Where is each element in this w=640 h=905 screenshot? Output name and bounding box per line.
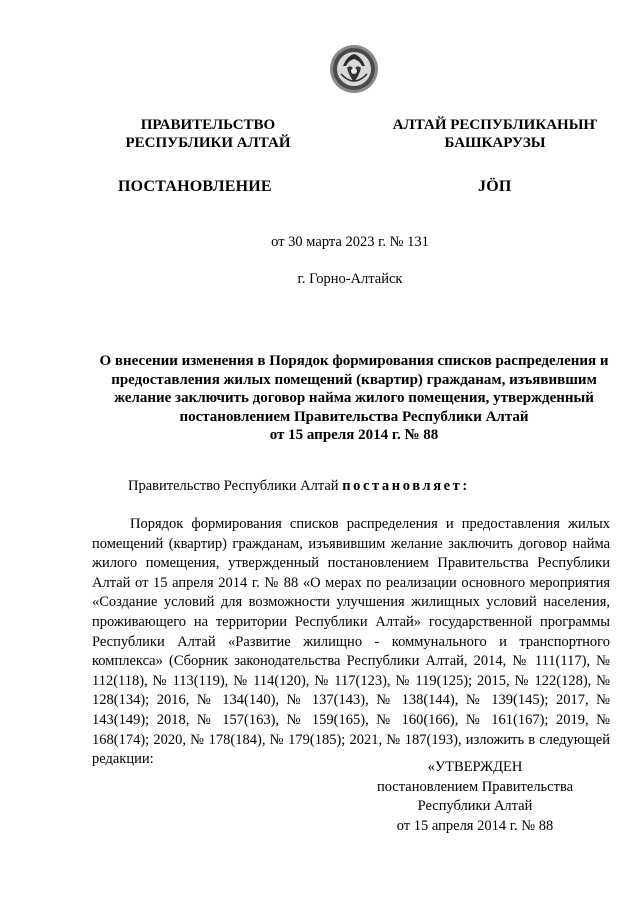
approval-block <box>350 758 600 836</box>
header-left-line1: ПРАВИТЕЛЬСТВО <box>140 117 276 133</box>
title-line: от 15 апреля 2014 г. № 88 <box>269 427 439 444</box>
decree-statement <box>128 478 470 495</box>
header-left <box>108 116 308 152</box>
header-right <box>375 116 615 152</box>
date-number-line: от 30 марта 2023 г. № 131 <box>271 234 429 250</box>
title-line: О внесении изменения в Порядок формирования списков распределения и <box>99 353 609 369</box>
approval-line: от 15 апреля 2014 г. № 88 <box>396 817 554 834</box>
decree-subject: Правительство Республики Алтай <box>128 478 343 494</box>
approval-line: постановлением Правительства <box>376 778 574 795</box>
title-line: предоставления жилых помещений (квартир) гражданам, изъявившим <box>111 371 597 388</box>
approval-line: «УТВЕРЖДЕН <box>427 759 523 775</box>
city-line: г. Горно-Алтайск <box>297 271 403 287</box>
header-left-line2: РЕСПУБЛИКИ АЛТАЙ <box>125 135 291 151</box>
decree-verb: постановляет: <box>342 478 470 494</box>
document-title <box>94 352 614 445</box>
coat-of-arms-icon <box>329 44 379 94</box>
approval-line: Республики Алтай <box>417 798 533 815</box>
title-line: желание заключить договор найма жилого помещения, утвержденный <box>114 390 594 407</box>
body-paragraph: Порядок формирования списков распределения и предоставления жилых помещений (квартир) гражданам, изъявившим желание заключить договор найма жилого помещения, утвержденный постановлением Правительства Республики Алтай от 15 апреля 2014 г. № 88 «О мерах по реализации основного мероприятия «Создание условий для возможности улучшения жилищных условий населения, проживающего на территории Республики Алтай» государственной программы Республики Алтай «Развитие жилищно - коммунального и транспортного комплекса» (Сборник законодательства Республики Алтай, 2014, № 111(117), № 112(118), № 113(119), № 114(120), № 117(123), № 119(125); 2015, № 122(128), № 128(134); 2016, № 134(140), № 137(143), № 138(144), № 139(145); 2017, № 143(149); 2018, № 157(163), № 159(165), № 160(166), № 161(167); 2019, № 168(174); 2020, № 178(184), № 179(185); 2021, № 187(193), изложить в следующей редакции: <box>92 516 610 768</box>
header-right-line1: АЛТАЙ РЕСПУБЛИКАНЫҤ <box>392 117 598 133</box>
title-line: постановлением Правительства Республики Алтай <box>179 408 529 425</box>
doc-type-russian: ПОСТАНОВЛЕНИЕ <box>118 178 272 195</box>
doc-type-altai: JӦП <box>478 178 512 195</box>
header-right-line2: БАШКАРУЗЫ <box>444 135 546 151</box>
